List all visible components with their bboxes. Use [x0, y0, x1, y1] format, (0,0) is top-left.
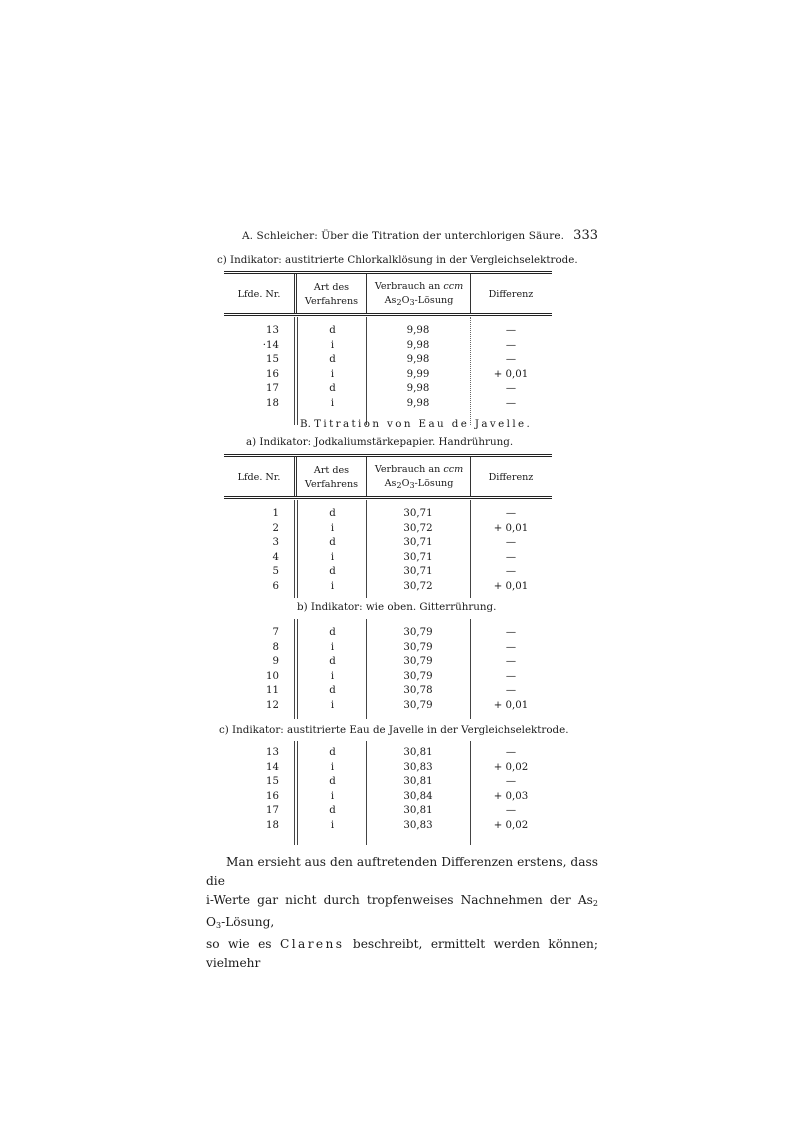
table-row: 15 d 9,98 — [266, 354, 517, 365]
table-body [224, 317, 552, 425]
table-row: 18 i 9,98 — [266, 397, 517, 409]
table-row: 17 d 9,98 — [266, 383, 517, 394]
header-art-line1: Art des [313, 465, 350, 476]
header-verbrauch-line1: Verbrauch an [374, 464, 441, 475]
table-row: 11 d 30,78 — [266, 685, 517, 696]
table-row: 7 d 30,79 — [272, 627, 517, 638]
paragraph-line-1: Man ersieht aus den auftretenden Differenzen erstens, dass die [206, 855, 598, 888]
table-row: 14 i 30,83 + 0,02 [266, 761, 529, 773]
table-row: 1 d 30,71 — [272, 508, 517, 519]
caption-b: b) Indikator: wie oben. Gitterrührung. [297, 601, 497, 613]
header-verbrauch-line1: Verbrauch an [374, 281, 441, 292]
header-lfde-nr: Lfde. Nr. [237, 472, 281, 483]
paragraph-line-2: i-Werte gar nicht durch tropfenweises Nachnehmen der $As_2$ $O_3$-Lösung, [206, 893, 598, 930]
table-row: 5 d 30,71 — [272, 566, 517, 577]
running-header [242, 228, 598, 246]
table-row: 16 i 30,84 + 0,03 [266, 790, 529, 802]
header-differenz: Differenz [488, 472, 534, 483]
table-row: 10 i 30,79 — [266, 670, 517, 682]
running-title: A. Schleicher: Über die Titration der unterchlorigen Säure. [242, 230, 565, 242]
table-row: 12 i 30,79 + 0,01 [266, 699, 529, 711]
table-row: ·14 i 9,98 — [262, 339, 517, 351]
table-header [224, 454, 552, 500]
paragraph-line-3: so wie es Clarens beschreibt, ermittelt werden können; vielmehr [206, 937, 598, 970]
table-row: 3 d 30,71 — [272, 537, 517, 548]
table-row: 8 i 30,79 — [272, 641, 517, 653]
table-header [224, 271, 552, 317]
table-body-a [224, 500, 552, 598]
table-row: 13 d 9,98 — [266, 325, 517, 336]
table-row: 4 i 30,71 — [272, 551, 517, 563]
header-art-line2: Verfahrens [304, 296, 359, 307]
table-eau-de-javelle-c [224, 741, 552, 845]
caption-c-bottom: c) Indikator: austitrierte Eau de Javelle in der Vergleichselektrode. [219, 724, 569, 736]
table-row: 16 i 9,99 + 0,01 [266, 368, 529, 380]
header-verbrauch-unit: ccm [443, 281, 464, 292]
table-eau-de-javelle [224, 454, 552, 598]
header-verbrauch-line2: $As_2O_3$-Lösung [384, 295, 454, 307]
table-body-c [224, 741, 552, 845]
table-row: 15 d 30,81 — [266, 776, 517, 787]
table-eau-de-javelle-b [224, 619, 552, 719]
table-row: 13 d 30,81 — [266, 747, 517, 758]
table-chlorkalk [224, 271, 552, 425]
caption-a: a) Indikator: Jodkaliumstärkepapier. Handrührung. [246, 436, 514, 448]
table-body-b [224, 619, 552, 719]
author-name-clarens: Clarens [280, 937, 345, 951]
table-row: 6 i 30,72 + 0,01 [272, 580, 529, 592]
table-row: 17 d 30,81 — [266, 805, 517, 816]
header-differenz: Differenz [488, 289, 534, 300]
header-lfde-nr: Lfde. Nr. [237, 289, 281, 300]
header-verbrauch-line2: $As_2O_3$-Lösung [384, 478, 454, 490]
body-paragraph [206, 853, 598, 973]
table-row: 9 d 30,79 — [272, 656, 517, 667]
header-art-line2: Verfahrens [304, 479, 359, 490]
section-b-title: B. Titration von Eau de Javelle. [300, 418, 533, 430]
page-number: 333 [573, 228, 598, 243]
table-row: 18 i 30,83 + 0,02 [266, 819, 529, 831]
caption-c-top: c) Indikator: austitrierte Chlorkalklösung in der Vergleichselektrode. [217, 254, 578, 266]
header-art-line1: Art des [313, 282, 350, 293]
header-verbrauch-unit: ccm [443, 464, 464, 475]
table-row: 2 i 30,72 + 0,01 [272, 522, 529, 534]
